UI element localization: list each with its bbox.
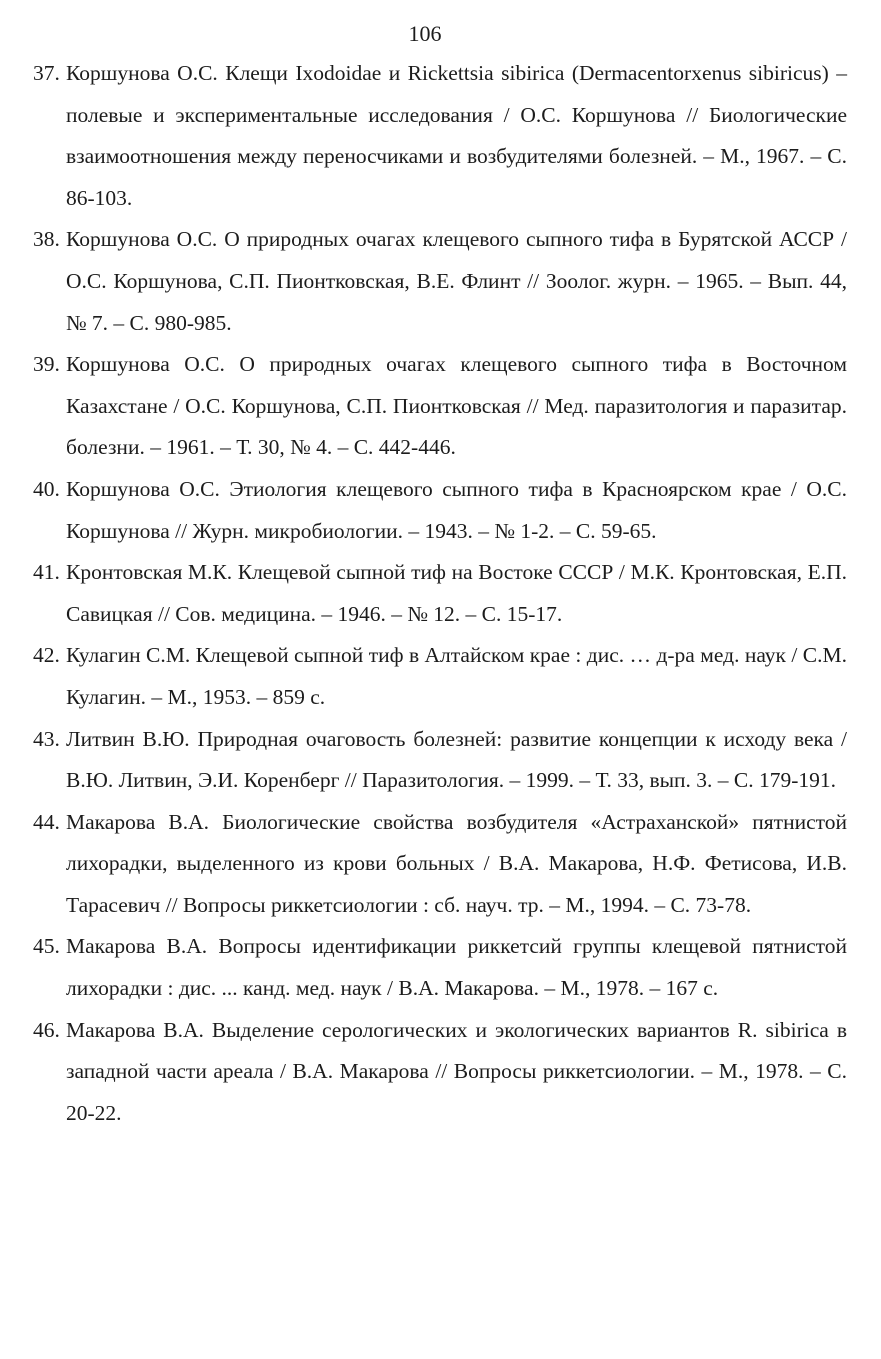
reference-text: Коршунова О.С. О природных очагах клещевого сыпного тифа в Бурятской АССР / О.С. Коршунова, С.П. Пионтковская, В.Е. Флинт // Зоолог. журн. – 1965. – Вып. 44, № 7. – С. 980-985. <box>66 227 847 335</box>
reference-number: 37. <box>33 61 60 85</box>
reference-item-41 <box>0 552 881 635</box>
reference-text: Кулагин С.М. Клещевой сыпной тиф в Алтайском крае : дис. … д-ра мед. наук / С.М. Кулагин. – М., 1953. – 859 с. <box>66 643 847 709</box>
reference-text: Кронтовская М.К. Клещевой сыпной тиф на Востоке СССР / М.К. Кронтовская, Е.П. Савицкая // Сов. медицина. – 1946. – № 12. – С. 15-17. <box>66 560 847 626</box>
reference-list <box>0 53 881 1134</box>
reference-text: Макарова В.А. Вопросы идентификации риккетсий группы клещевой пятнистой лихорадки : дис. ... канд. мед. наук / В.А. Макарова. – М., 1978. – 167 с. <box>66 934 847 1001</box>
page-number: 106 <box>408 21 442 46</box>
reference-number: 38. <box>33 227 60 252</box>
reference-item-44 <box>0 802 881 927</box>
reference-item-38 <box>0 219 881 344</box>
reference-number: 40. <box>33 476 60 501</box>
reference-item-42 <box>0 635 881 718</box>
reference-number: 43. <box>33 726 60 751</box>
reference-item-45 <box>0 926 881 1009</box>
reference-item-40 <box>0 469 881 552</box>
reference-number: 42. <box>33 643 60 668</box>
reference-item-43 <box>0 719 881 802</box>
reference-number: 45. <box>33 934 60 959</box>
reference-text: Коршунова О.С. Клещи Ixodoidae и Rickettsia sibirica (Dermacentorxenus sibiricus) – полевые и экспериментальные исследования / О.С. Коршунова // Биологические взаимоотношения между переносчиками и возбудителями болезней. – М., 1967. – С. 86-103. <box>66 61 847 210</box>
reference-text: Коршунова О.С. О природных очагах клещевого сыпного тифа в Восточном Казахстане / О.С. Коршунова, С.П. Пионтковская // Мед. паразитология и паразитар. болезни. – 1961. – Т. 30, № 4. – С. 442-446. <box>66 352 847 460</box>
reference-item-46 <box>0 1010 881 1135</box>
reference-number: 44. <box>33 809 60 834</box>
reference-number: 41. <box>33 560 60 585</box>
reference-text: Макарова В.А. Биологические свойства возбудителя «Астраханской» пятнистой лихорадки, выделенного из крови больных / В.А. Макарова, Н.Ф. Фетисова, И.В. Тарасевич // Вопросы риккетсиологии : сб. науч. тр. – М., 1994. – С. 73-78. <box>66 809 847 917</box>
reference-text: Макарова В.А. Выделение серологических и экологических вариантов R. sibirica в западной части ареала / В.А. Макарова // Вопросы риккетсиологии. – М., 1978. – С. 20-22. <box>66 1017 847 1125</box>
reference-item-39 <box>0 344 881 469</box>
reference-text: Коршунова О.С. Этиология клещевого сыпного тифа в Красноярском крае / О.С. Коршунова // Журн. микробиологии. – 1943. – № 1-2. – С. 59-65. <box>66 476 847 543</box>
reference-text: Литвин В.Ю. Природная очаговость болезней: развитие концепции к исходу века / В.Ю. Литвин, Э.И. Коренберг // Паразитология. – 1999. – Т. 33, вып. 3. – С. 179-191. <box>66 726 847 793</box>
reference-number: 39. <box>33 352 60 377</box>
reference-number: 46. <box>33 1017 60 1042</box>
reference-item-37 <box>0 53 881 219</box>
